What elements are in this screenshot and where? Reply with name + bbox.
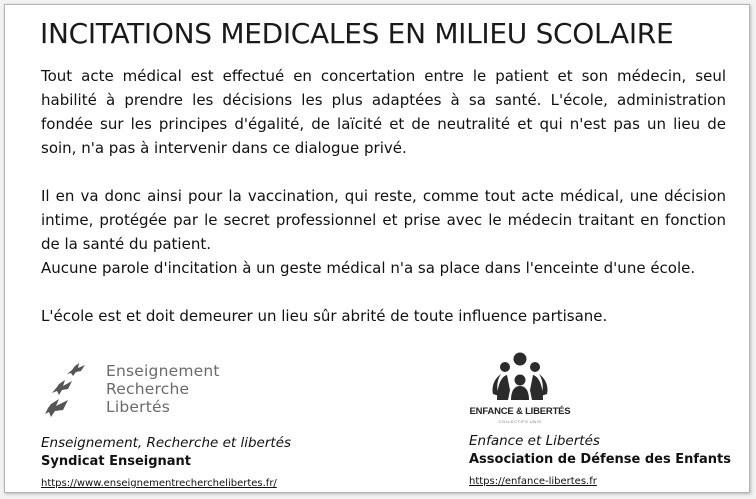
paragraph-gap: [41, 160, 726, 184]
document-title: INCITATIONS MEDICALES EN MILIEU SCOLAIRE: [40, 17, 674, 50]
paragraph-1: Tout acte médical est effectué en concertation entre le patient et son médecin, seul habilité à prendre les décisions les plus adaptées à sa santé. L'école, administration fondée sur les principes d'égalité, de laïcité et de neutralité et qui n'est pas un lieu de soin, n'a pas à intervenir dans ce dialogue privé.: [41, 67, 726, 157]
org-right-desc: Association de Défense des Enfants: [469, 452, 732, 467]
erl-logo-line: Enseignement: [106, 362, 220, 380]
org-left-desc: Syndicat Enseignant: [41, 454, 192, 469]
el-logo-subtitle: COLLECTIFS UNIS: [498, 419, 542, 424]
erl-logo-line: Recherche: [106, 380, 190, 398]
org-left-url-link[interactable]: https://www.enseignementrecherchelibertes.fr/: [41, 478, 277, 489]
org-left-block: [41, 362, 371, 491]
erl-logo: [41, 362, 371, 428]
org-right-url-link[interactable]: https://enfance-libertes.fr: [469, 476, 597, 487]
el-logo-title: ENFANCE & LIBERTÉS: [469, 406, 571, 417]
family-icon: [469, 350, 571, 406]
erl-logo-line: Libertés: [106, 398, 170, 416]
el-logo: [469, 350, 599, 432]
org-right-block: [469, 350, 739, 489]
org-right-name: Enfance et Libertés: [469, 433, 600, 449]
birds-icon: [45, 362, 100, 422]
org-left-name: Enseignement, Recherche et libertés: [41, 435, 292, 451]
paragraph-4: L'école est et doit demeurer un lieu sûr abrité de toute influence partisane.: [41, 307, 608, 325]
erl-logo-text: [106, 362, 220, 416]
document-body: [41, 64, 726, 328]
paragraph-gap: [41, 280, 726, 304]
paragraph-2: Il en va donc ainsi pour la vaccination, qui reste, comme tout acte médical, une décision intime, protégée par le secret professionnel et prise avec le médecin traitant en fonction de la santé du patient.: [41, 187, 726, 253]
paragraph-3: Aucune parole d'incitation à un geste médical n'a sa place dans l'enceinte d'une école.: [41, 259, 696, 277]
